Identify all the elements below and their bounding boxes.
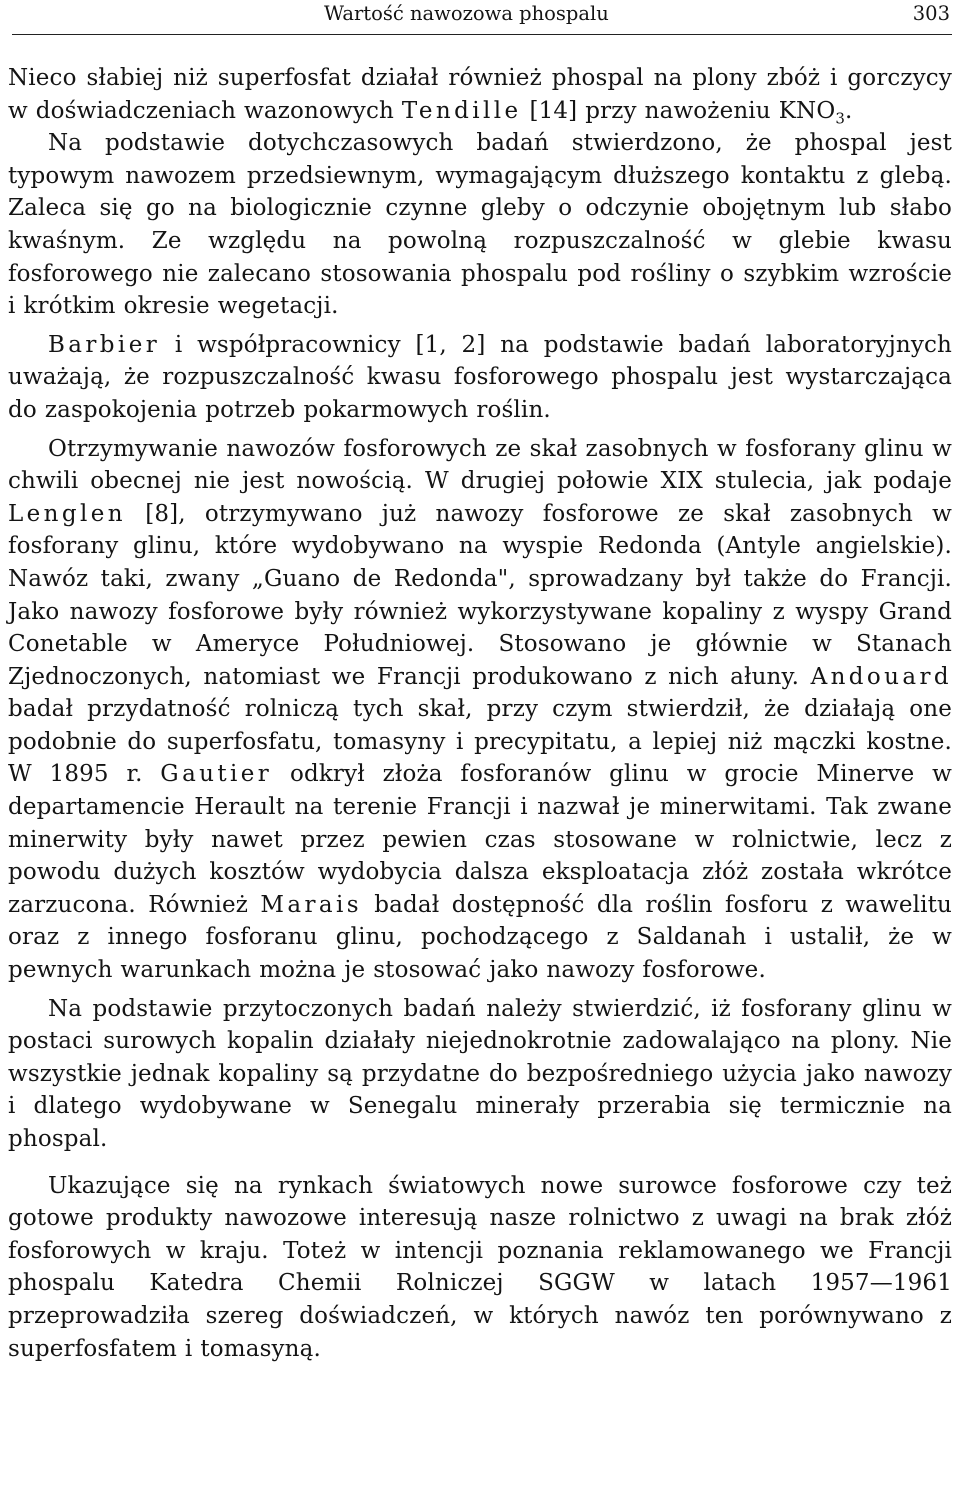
paragraph-4-text-b: [8], otrzymywano już nawozy fosforowe ze skał zasobnych w fosforany glinu, które wydobywano na wyspie Redonda (Antyle angielskie). Nawóz taki, zwany „Guano de Redonda", sprowadzany był także do Francji. Jako nawozy fosforowe były również wykorzystywane kopaliny z wyspy Grand Conetable w Ameryce Południowej. Stosowano je głównie w Stanach Zjednoczonych, natomiast we Francji produkowano z nich ałuny. (8, 500, 952, 690)
paragraph-4-text-a: Otrzymywanie nawozów fosforowych ze skał zasobnych w fosforany glinu w chwili obecnej nie jest nowością. W drugiej połowie XIX stulecia, jak podaje (8, 435, 952, 495)
page-number: 303 (912, 2, 950, 25)
author-barbier: Barbier (48, 331, 161, 358)
paragraph-4 (8, 433, 952, 987)
paragraph-4-text-e: badał dostępność dla roślin fosforu z wawelitu oraz z innego fosforanu glinu, pochodzącego z Saldanah i ustalił, że w pewnych warunkach można je stosować jako nawozy fosforowe. (8, 891, 952, 984)
running-title: Wartość nawozowa phospalu (324, 2, 609, 25)
paragraph-3-text: i współpracownicy [1, 2] na podstawie badań laboratoryjnych uważają, że rozpuszczalność kwasu fosforowego phospalu jest wystarczająca do zaspokojenia potrzeb pokarmowych roślin. (8, 331, 952, 423)
author-marais: Marais (260, 891, 362, 918)
paragraph-3 (8, 329, 952, 427)
paragraph-4-text-c: badał przydatność rolniczą tych skał, przy czym stwierdził, że działają one podobnie do superfosfatu, tomasyny i precypitatu, a lepiej niż mączki kostne. W 1895 r. (8, 696, 952, 788)
author-lenglen: Lenglen (8, 500, 127, 527)
paragraph-5: Na podstawie przytoczonych badań należy stwierdzić, iż fosforany glinu w postaci surowych kopalin działały niejednokrotnie zadowalająco na plony. Nie wszystkie jednak kopaliny są przydatne do bezpośredniego użycia jako nawozy i dlatego wydobywane w Senegalu minerały przerabia się termicznie na phospal. (8, 995, 952, 1152)
paragraph-1-text-a: Nieco słabiej niż superfosfat działał również phospal na plony zbóż i gorczycy w doświadczeniach wazonowych (8, 65, 952, 124)
body-text (8, 36, 952, 1365)
paragraph-6: Ukazujące się na rynkach światowych nowe surowce fosforowe czy też gotowe produkty nawozowe interesują nasze rolnictwo z uwagi na brak złóż fosforowych w kraju. Toteż w intencji poznania reklamowanego we Francji phospalu Katedra Chemii Rolniczej SGGW w latach 1957—1961 przeprowadziła szereg doświadczeń, w których nawóz ten porównywano z superfosfatem i tomasyną. (8, 1172, 952, 1362)
author-andouard: Andouard (810, 663, 952, 690)
paragraph-2: Na podstawie dotychczasowych badań stwierdzono, że phospal jest typowym nawozem przedsiewnym, wymagającym dłuższego kontaktu z glebą. Zaleca się go na biologicznie czynne gleby o odczynie obojętnym lub słabo kwaśnym. Ze względu na powolną rozpuszczalność w glebie kwasu fosforowego nie zalecano stosowania phospalu pod rośliny o szybkim wzroście i krótkim okresie wegetacji. (8, 130, 952, 320)
page-header (8, 0, 952, 36)
paragraph-1-text-c: . (845, 97, 853, 124)
subscript-3: 3 (835, 109, 846, 128)
paragraph-4-text-d: odkrył złoża fosforanów glinu w grocie Minerve w departamencie Herault na terenie Francji i nazwał je minerwitami. Tak zwane minerwity były nawet przez pewien czas stosowane w rolnictwie, lecz z powodu dużych kosztów wydobycia dalsza eksploatacja złóż została wkrótce zarzucona. Również (8, 761, 952, 918)
author-gautier: Gautier (160, 761, 273, 788)
paragraph-1-text-b: [14] przy nawożeniu KNO (521, 97, 836, 124)
author-tendille: Tendille (401, 97, 522, 124)
paragraph-1 (8, 62, 952, 127)
header-rule (12, 34, 952, 35)
